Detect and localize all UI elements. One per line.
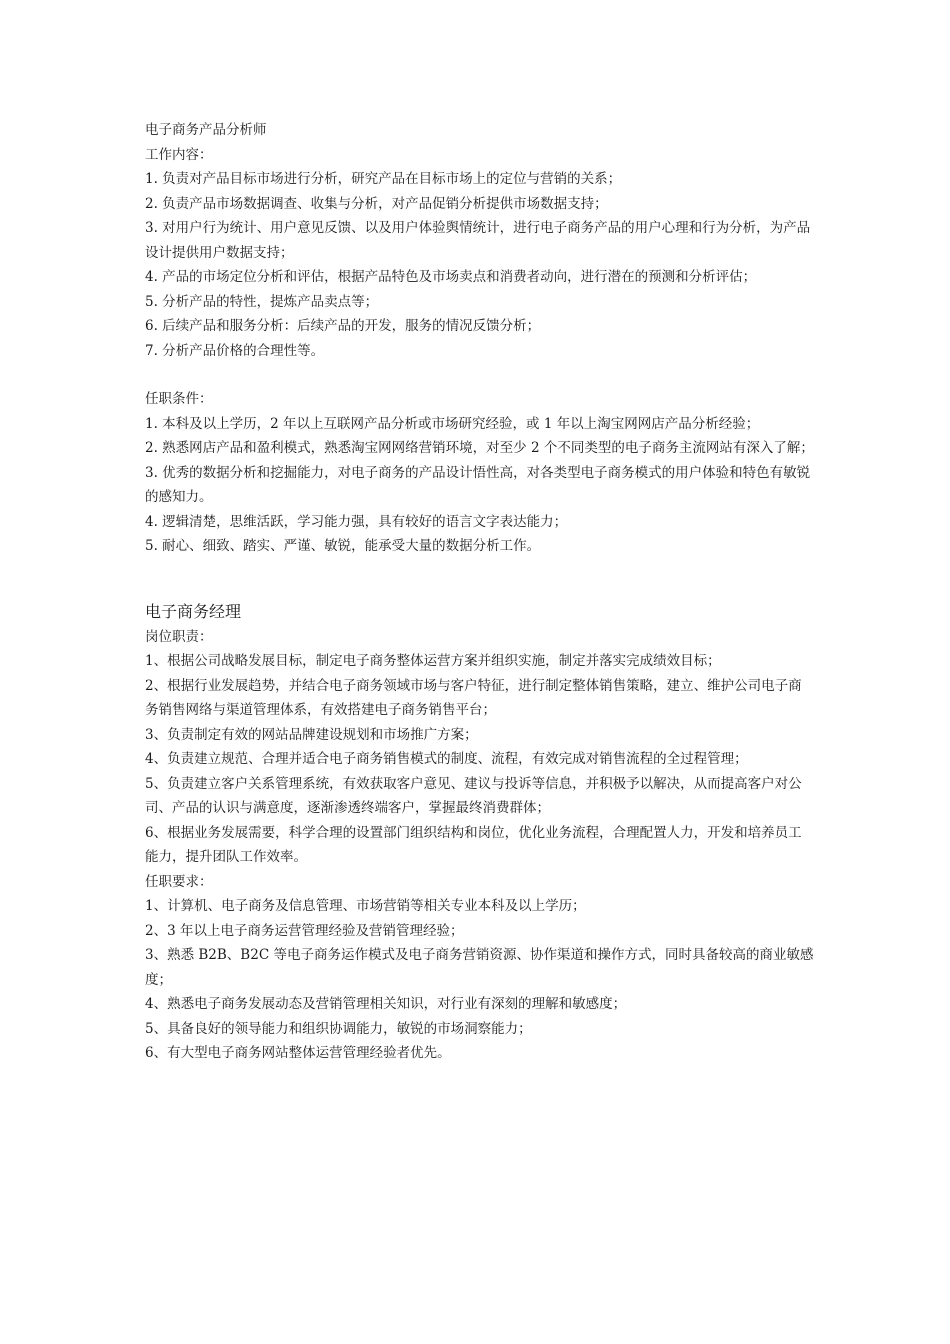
list-item: 7. 分析产品价格的合理性等。: [145, 342, 325, 359]
duties-heading: 岗位职责：: [145, 628, 213, 645]
list-item: 5、负责建立客户关系管理系统，有效获取客户意见、建议与投诉等信息，并积极予以解决，从而提高客户对公司、产品的认识与满意度，逐渐渗透终端客户，掌握最终消费群体；: [145, 775, 802, 816]
list-item: 1. 负责对产品目标市场进行分析，研究产品在目标市场上的定位与营销的关系；: [145, 171, 622, 187]
list-item: 5、具备良好的领导能力和组织协调能力，敏锐的市场洞察能力；: [145, 1020, 532, 1037]
list-item: 2、3 年以上电子商务运营管理经验及营销管理经验；: [145, 922, 464, 939]
duties-heading: 工作内容：: [145, 146, 213, 163]
list-item: 1. 本科及以上学历，2 年以上互联网产品分析或市场研究经验，或 1 年以上淘宝网网店产品分析经验；: [145, 415, 760, 432]
list-item: 4. 逻辑清楚，思维活跃，学习能力强，具有较好的语言文字表达能力；: [145, 513, 568, 530]
list-item: 3. 对用户行为统计、用户意见反馈、以及用户体验舆情统计，进行电子商务产品的用户心理和行为分析，为产品设计提供用户数据支持；: [145, 220, 811, 261]
job-title-analyst: 电子商务产品分析师: [145, 122, 267, 138]
list-item: 5. 耐心、细致、踏实、严谨、敏锐，能承受大量的数据分析工作。: [145, 538, 541, 554]
list-item: 4、负责建立规范、合理并适合电子商务销售模式的制度、流程，有效完成对销售流程的全过程管理；: [145, 751, 748, 767]
list-item: 3. 优秀的数据分析和挖掘能力，对电子商务的产品设计悟性高，对各类型电子商务模式的用户体验和特色有敏锐的感知力。: [145, 464, 811, 505]
list-item: 2、根据行业发展趋势，并结合电子商务领域市场与客户特征，进行制定整体销售策略，建立、维护公司电子商务销售网络与渠道管理体系，有效搭建电子商务销售平台；: [145, 677, 802, 718]
document-body: [145, 118, 815, 1066]
spacer: [145, 363, 815, 387]
list-item: 3、熟悉 B2B、B2C 等电子商务运作模式及电子商务营销资源、协作渠道和操作方式，同时具备较高的商业敏感度；: [145, 947, 814, 988]
list-item: 6、根据业务发展需要，科学合理的设置部门组织结构和岗位，优化业务流程，合理配置人力，开发和培养员工能力，提升团队工作效率。: [145, 824, 802, 865]
list-item: 6. 后续产品和服务分析：后续产品的开发，服务的情况反馈分析；: [145, 318, 541, 334]
list-item: 1、根据公司战略发展目标，制定电子商务整体运营方案并组织实施，制定并落实完成绩效目标；: [145, 653, 721, 669]
requirements-heading: 任职要求：: [145, 873, 213, 890]
list-item: 1、计算机、电子商务及信息管理、市场营销等相关专业本科及以上学历；: [145, 898, 586, 914]
list-item: 5. 分析产品的特性，提炼产品卖点等；: [145, 293, 379, 310]
list-item: 2. 熟悉网店产品和盈利模式，熟悉淘宝网网络营销环境，对至少 2 个不同类型的电子商务主流网站有深入了解；: [145, 440, 814, 456]
list-item: 6、有大型电子商务网站整体运营管理经验者优先。: [145, 1045, 451, 1061]
list-item: 3、负责制定有效的网站品牌建设规划和市场推广方案；: [145, 726, 478, 743]
list-item: 4. 产品的市场定位分析和评估，根据产品特色及市场卖点和消费者动向，进行潜在的预测和分析评估；: [145, 269, 757, 285]
job-title-manager: 电子商务经理: [145, 601, 242, 621]
requirements-heading: 任职条件：: [145, 391, 213, 407]
list-item: 4、熟悉电子商务发展动态及营销管理相关知识，对行业有深刻的理解和敏感度；: [145, 996, 627, 1012]
spacer: [145, 559, 815, 599]
list-item: 2. 负责产品市场数据调查、收集与分析，对产品促销分析提供市场数据支持；: [145, 195, 608, 212]
